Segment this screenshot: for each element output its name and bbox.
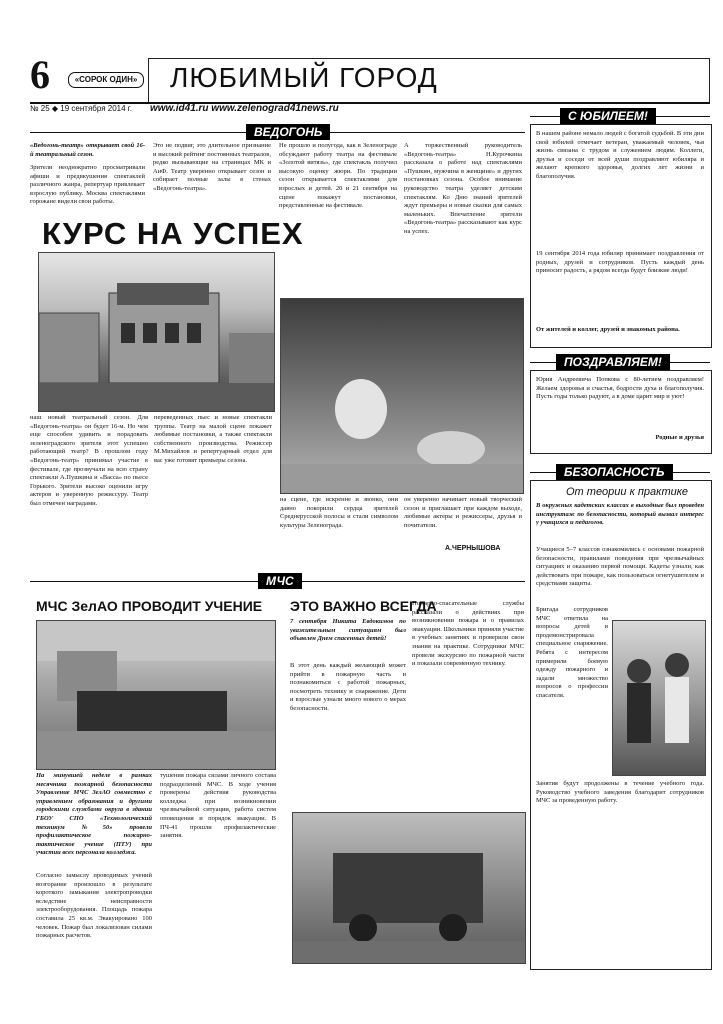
theatre-col2b: переведенных пьес и новые спектакли труппы. Театр на малой сцене покажет любимые постановки, а также спектакли собственного производства. Режиссер М.Михайлов и репертуарный отдел для вас уже готовят премьеры сезона. [154, 414, 272, 464]
fire-truck-photo [292, 812, 526, 964]
fire-drill-photo [36, 620, 276, 770]
mchs-lead: На минувшей неделе в рамках месячника пожарной безопасности Управление МЧС ЗелАО совместно с управлением образования и другими городскими службами округа в здании ГБОУ СПО «Технологический техникум №50» провели профилактическое пожарно-тактическое учение (ПТУ) при участии всех персонала колледжа. [36, 772, 152, 857]
theatre-col1: Зрители неоднократно просматривали афиши и предвкушения спектаклей различного жанра, репертуар привлекает взрослую публику. Москва спектаклями горожане видели свои работы. [30, 164, 145, 206]
safety-text3: Занятия будут продолжены в течение учебного года. Руководство учебного заведения благодарит сотрудников МЧС за проведенную работу. [536, 780, 704, 805]
section-title: ЛЮБИМЫЙ ГОРОД [170, 62, 438, 93]
rubric-vedogon: ВЕДОГОНЬ [246, 124, 330, 140]
kids-photo [612, 620, 706, 776]
newspaper-logo: «СОРОК ОДИН» [68, 72, 144, 88]
theatre-author: А.ЧЕРНЫШОВА [445, 545, 501, 552]
header-rule [30, 102, 710, 104]
sub-col1: В этот день каждый желающий может прийти в пожарную часть и познакомиться с работой пожарных, посмотреть технику и снаряжение. Дети и взрослые узнали много нового о мерах безопасности. [290, 662, 406, 712]
congrats-sign: Родные и друзья [655, 434, 704, 441]
theatre-col1b: наш новый театральный сезон. Для «Ведогонь-театра» он будет 16-м. Но чем еще способен удивить и порадовать зеленоградского зрителя этот успешно работающий театр? В прошлом году «Ведогонь-театр» принимал участие в фестивале, где прозвучали на всю страну спектакли А.Пушкина и «Васса» по пьесе Горького. Зрители высоко оценили игру актеров и уверенную режиссуру. Театр был отмечен наградами. [30, 414, 148, 507]
kids-illustration [613, 621, 705, 775]
jubilee-text: В нашем районе немало людей с богатой судьбой. В эти дни свой юбилей отмечает ветеран, уважаемый человек, чья жизнь связана с трудом и служением людям. Коллеги, друзья и соседи от всей души поздравляют юбиляра и желают крепкого здоровья, долгих лет жизни и благополучия. [536, 130, 704, 180]
safety-lead: В окружных кадетских классах в выходные был проведен инструктаж по безопасности, который вызвал интерес у учащихся и педагогов. [536, 502, 704, 527]
theatre-building-photo [38, 252, 275, 412]
mchs-col2: тушения пожара силами личного состава подразделений МЧС. В ходе учения проверены действия руководства колледжа при возникновении чрезвычайной ситуации, работа систем оповещения и порядок эвакуации. В ПЧ-41 прошли профилактические занятия. [160, 772, 276, 840]
building-illustration [39, 253, 274, 411]
theatre-col3: Не прошло и полугода, как в Зеленограде обсуждают работу театра на фестивале «Золотой витязь», где спектакль получил высокую оценку жюри. По традиции сезон открывается спектаклями для взрослых и детей. 20 и 21 сентября на сцене покажут постановки, представленные на фестивале. [279, 142, 397, 210]
page-number: 6 [30, 52, 50, 97]
jubilee-text2: 19 сентября 2014 года юбиляр принимает поздравления от родных, друзей и сотрудников. Пусть каждый день приносит радость, а рядом всегда будут близкие люди! [536, 250, 704, 275]
rubric-mchs: МЧС [258, 573, 302, 589]
theatre-caption-right: он уверенно начинает новый творческий сезон и приглашает при каждом выходе, любимые актеры и режиссеры, друзья и почитатели. [404, 496, 522, 529]
fire-truck-illustration [293, 813, 525, 963]
mchs-col1: Согласно замыслу проводимых учений возгорание произошло в результате короткого замыкания электропроводки вследствие неисправности электрооборудования. Площадь пожара составила 25 кв.м. Эвакуировано 100 человек. Пожар был локализован силами пожарных расчетов. [36, 872, 152, 940]
stage-figures [281, 299, 523, 493]
theatre-col2: Это не подвиг, это длительное признание и высокий рейтинг постоянных театралов, редко вызывающие на страницах МК и АиФ. Театр уверенно открывает сезон и собирает полные залы в стенах «Ведогонь-театра». [153, 142, 271, 192]
firefighters-illustration [37, 621, 275, 769]
website-links[interactable]: www.id41.ru www.zelenograd41news.ru [150, 103, 339, 114]
sub-lead: 7 сентября Никита Евдокимов по уважительным ситуациям был объявлен Днем спасенных детей! [290, 618, 406, 643]
theatre-col4: А торжественный руководитель «Ведогонь-театра» Н.Курочкина рассказала о работе над спектаклями «Пушкин, мужчина в женщине» и других постановках сезона. Особое внимание руководство театра уделяет детским спектаклям. Ко Дню знаний зрителей ждут премьеры и новые сказки для самых маленьких. Впечатление зрители «Ведогонь-театра» рассказывают как курс на успех. [404, 142, 522, 235]
mchs-headline: МЧС ЗелАО ПРОВОДИТ УЧЕНИЕ [36, 598, 263, 614]
sub-headline: ЭТО ВАЖНО ВСЕГДА [290, 598, 437, 614]
stage-photo [280, 298, 524, 494]
safety-text: Учащиеся 5–7 классов ознакомились с основами пожарной безопасности, правилами поведения при чрезвычайных ситуациях и оказанию первой помощи. Кадеты узнали, как действовать при пожаре, как пользоваться огнетушителем и средствами защиты. [536, 546, 704, 588]
issue-info: № 25 ◆ 19 сентября 2014 г. [30, 104, 132, 113]
congrats-text: Юрия Андреевича Попкова с 80-летием поздравляем! Желаем здоровья и счастья, бодрости духа и благополучия. Пусть годы только радуют, а в доме царит мир и уют! [536, 376, 704, 401]
theatre-caption-left: на сцене, где искренне и звонко, они давно покорили сердца зрителей Среднерусской полосы и стали символом культуры Зеленограда. [280, 496, 398, 529]
theatre-headline: КУРС НА УСПЕХ [42, 216, 304, 251]
safety-headline: От теории к практике [566, 486, 689, 498]
rubric-jubilee: С ЮБИЛЕЕМ! [560, 108, 656, 124]
rubric-congrats: ПОЗДРАВЛЯЕМ! [556, 354, 670, 370]
rubric-safety: БЕЗОПАСНОСТЬ [556, 464, 673, 480]
safety-text2: Бригада сотрудников МЧС ответила на вопросы детей и продемонстрировала специальное снаряжение. Ребята с интересом примерили боевую одежду пожарного и задали множество вопросов о профессии спасателя. [536, 606, 608, 699]
theatre-lead: «Ведогонь-театр» открывает свой 16-й театральный сезон. [30, 142, 145, 158]
jubilee-sign: От жителей и коллег, друзей и знакомых района. [536, 326, 680, 333]
sub-col2: Пожарно-спасательные службы рассказали о действиях при возникновении пожара и о правилах эвакуации. Школьники приняли участие в учебных занятиях и проверили свои знания на практике. Сотрудники МЧС провели экскурсию по пожарной части и показали современную технику. [412, 600, 524, 668]
